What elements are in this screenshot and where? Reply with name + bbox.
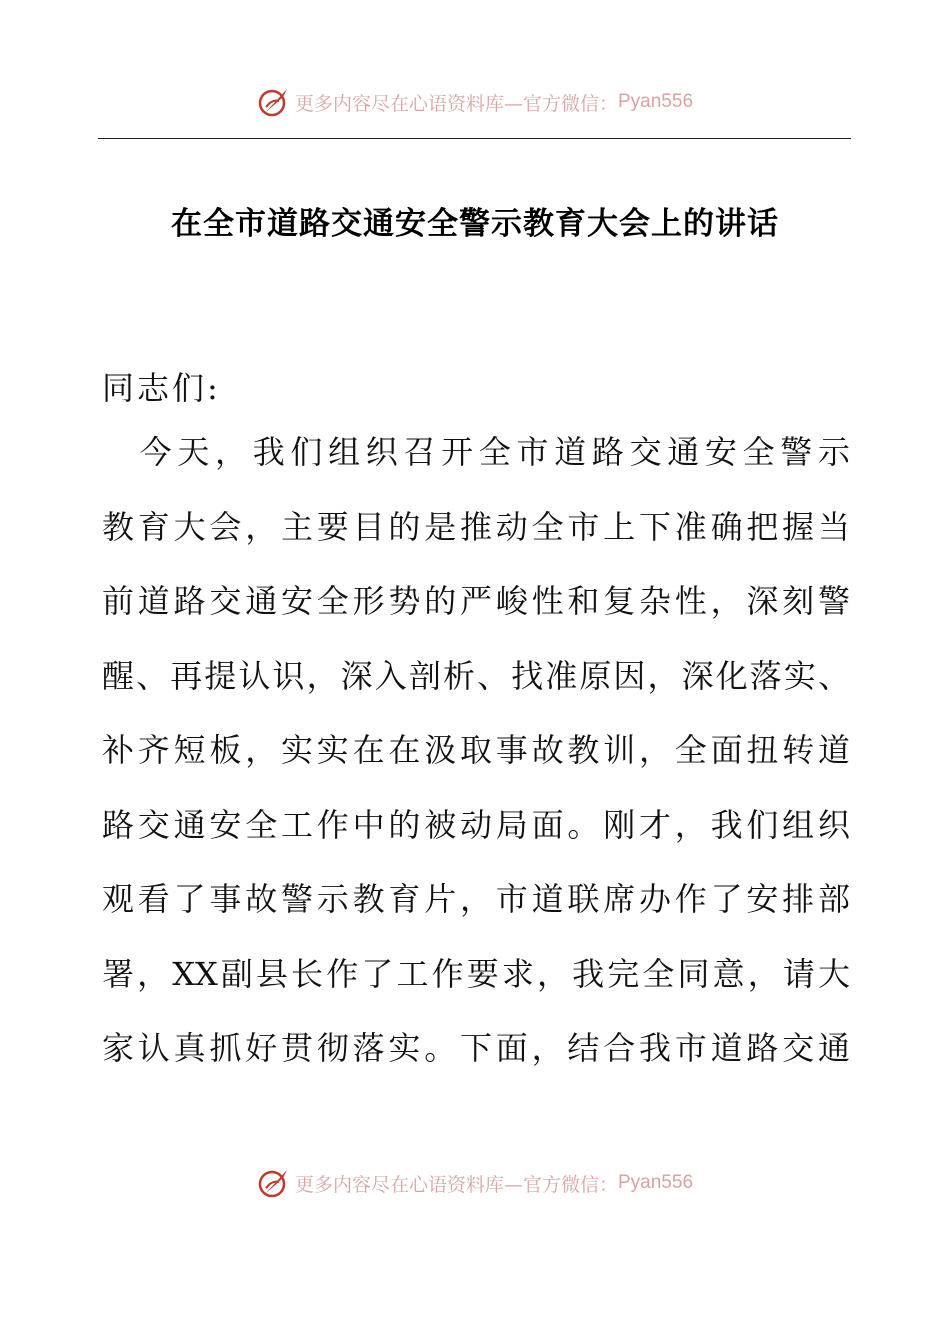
footer-banner-wechat: Pyan556 (618, 1172, 694, 1193)
body-line-4: 醒、再提认识，深入剖析、找准原因，深化落实、 (102, 657, 850, 695)
body-line-6: 路交通安全工作中的被动局面。刚才，我们组织 (102, 806, 850, 844)
body-line-1: 今天，我们组织召开全市道路交通安全警示 (102, 433, 850, 471)
document-title: 在全市道路交通安全警示教育大会上的讲话 (171, 206, 779, 242)
footer-banner (0, 1163, 950, 1203)
body-line-8: 署，XX副县长作了工作要求，我完全同意，请大 (102, 955, 850, 993)
body-line-7: 观看了事故警示教育片，市道联席办作了安排部 (102, 880, 850, 918)
header-banner (0, 82, 950, 122)
body-line-2: 教育大会，主要目的是推动全市上下准确把握当 (102, 508, 850, 546)
header-banner-text: 更多内容尽在心语资料库—官方微信： (294, 92, 618, 115)
body-line-9: 家认真抓好贯彻落实。下面，结合我市道路交通 (102, 1029, 850, 1067)
footer-banner-text: 更多内容尽在心语资料库—官方微信： (294, 1173, 618, 1196)
salutation: 同志们: (102, 369, 221, 407)
header-banner-wechat: Pyan556 (618, 91, 694, 112)
quill-pen-logo-icon (257, 85, 291, 119)
quill-pen-logo-icon (257, 1166, 291, 1200)
body-line-3: 前道路交通安全形势的严峻性和复杂性，深刻警 (102, 582, 850, 620)
header-divider (98, 138, 851, 139)
body-line-5: 补齐短板，实实在在汲取事故教训，全面扭转道 (102, 731, 850, 769)
